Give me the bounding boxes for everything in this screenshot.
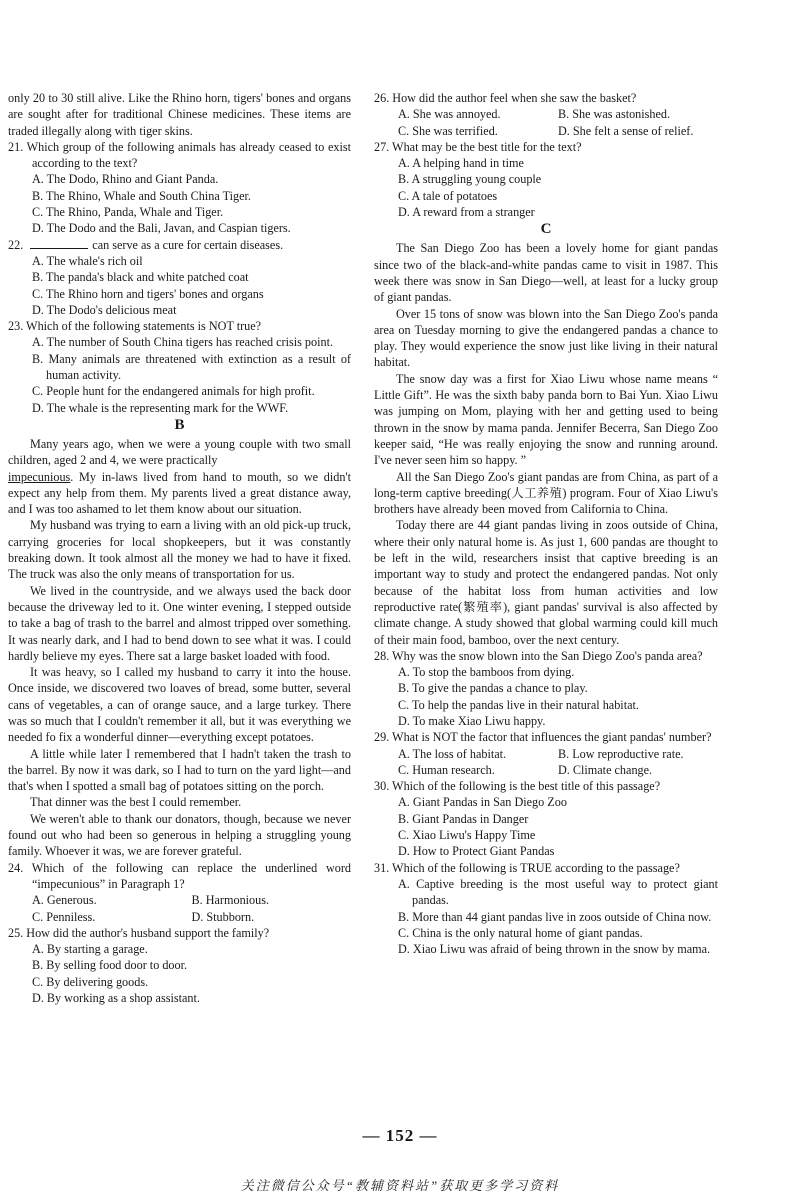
option-c: C. A tale of potatoes	[398, 188, 498, 203]
passage-c-paragraph-2: Over 15 tons of snow was blown into the San Diego Zoo's panda area on Tuesday morning to give the endangered pandas a chance to play. They would experience the snow just like living in their natural habitat.	[374, 306, 718, 370]
section-heading-b: B	[174, 416, 185, 433]
passage-b-paragraph-4: It was heavy, so I called my husband to carry it into the house. Once inside, we discovered two loaves of bread, some butter, several cans of vegetables, a can of orange sauce, and a large turkey. There was so much that I couldn't remember it all, but it was everything we needed fo fix a wonderful dinner—everything except potatoes.	[8, 665, 351, 745]
passage-b-paragraph-5: A little while later I remembered that I hadn't taken the trash to the barrel. By now it was dark, so I had to turn on the yard light—and that's when I spotted a small bag of potatoes sitting on the porch.	[8, 746, 351, 794]
question-stem-rest: can serve as a cure for certain diseases.	[92, 237, 284, 252]
option-d: D. The Dodo and the Bali, Javan, and Caspian tigers.	[32, 221, 291, 236]
page-number: — 152 —	[362, 1126, 438, 1145]
option-d: D. Climate change.	[558, 762, 653, 777]
question-stem: 26. How did the author feel when she saw the basket?	[374, 91, 637, 105]
option-a: A. She was annoyed.	[398, 107, 501, 122]
option-c: C. Xiao Liwu's Happy Time	[398, 828, 536, 843]
paragraph-text: . My in-laws lived from hand to mouth, so we didn't expect any help from them. My parents lived a great distance away, and I was too ashamed to let them know about our situation.	[8, 469, 351, 517]
question-stem: 24. Which of the following can replace the underlined word “impecunious” in Paragraph 1?	[8, 860, 351, 891]
option-c: C. By delivering goods.	[32, 974, 149, 989]
option-c: C. The Rhino, Panda, Whale and Tiger.	[32, 205, 224, 220]
question-29	[374, 729, 718, 778]
question-stem: 21. Which group of the following animals has already ceased to exist according to the text?	[8, 139, 351, 171]
passage-b-paragraph-3: We lived in the countryside, and we always used the back door because the driveway led to it. One winter evening, I stepped outside to take a bag of trash to the barrel and almost tripped over something. It was nearly dark, and I had to bend down to see what it was. I could hardly believe my eyes. There sat a large basket loaded with food.	[8, 583, 351, 663]
paragraph-text: Many years ago, when we were a young couple with two small children, aged 2 and 4, we were practically	[8, 436, 351, 468]
option-b: B. The panda's black and white patched coat	[32, 270, 249, 285]
question-stem: 28. Why was the snow blown into the San Diego Zoo's panda area?	[374, 648, 703, 663]
passage-c-paragraph-1: The San Diego Zoo has been a lovely home for giant pandas since two of the black-and-white pandas came to visit in 1987. This week there was snow in San Diego—well, at least for a lucky group of giant pandas.	[374, 241, 718, 305]
option-b: B. A struggling young couple	[398, 172, 542, 187]
option-d: D. How to Protect Giant Pandas	[398, 844, 555, 859]
section-heading-c: C	[540, 221, 552, 238]
footer-note: 关注微信公众号“教辅资料站”获取更多学习资料	[240, 1178, 560, 1193]
option-b: B. Harmonious.	[191, 893, 270, 908]
question-25	[8, 925, 351, 1006]
option-a: A. The loss of habitat.	[398, 746, 507, 761]
passage-a-tail: only 20 to 30 still alive. Like the Rhino horn, tigers' bones and organs are sought after for traditional Chinese medicines. These items are traded illegally along with tiger skins.	[8, 91, 351, 138]
option-c: C. People hunt for the endangered animals for high profit.	[32, 384, 315, 399]
question-stem: 25. How did the author's husband support the family?	[8, 925, 270, 940]
passage-b-paragraph-6: That dinner was the best I could remember.	[30, 795, 242, 810]
option-b: B. To give the pandas a chance to play.	[398, 681, 588, 696]
option-b: B. Low reproductive rate.	[558, 746, 684, 761]
option-c: C. Penniless.	[32, 909, 96, 924]
answer-blank	[30, 248, 88, 249]
option-c: C. Human research.	[398, 762, 495, 777]
option-d: D. Xiao Liwu was afraid of being thrown in the snow by mama.	[398, 942, 711, 957]
option-a: A. Captive breeding is the most useful way to protect giant pandas.	[398, 876, 718, 908]
option-a: A. The whale's rich oil	[32, 253, 143, 268]
question-26	[374, 90, 718, 139]
option-d: D. A reward from a stranger	[398, 205, 535, 220]
option-d: D. By working as a shop assistant.	[32, 991, 200, 1006]
question-stem: 30. Which of the following is the best title of this passage?	[374, 779, 661, 794]
option-c: C. She was terrified.	[398, 123, 498, 138]
option-a: A. By starting a garage.	[32, 942, 148, 957]
option-a: A. A helping hand in time	[398, 156, 524, 171]
left-column	[8, 90, 351, 1006]
option-b: B. Many animals are threatened with extinction as a result of human activity.	[32, 351, 351, 383]
passage-b-paragraph-2: My husband was trying to earn a living with an old pick-up truck, carrying groceries for local shopkeepers, but it was constantly breaking down. It took almost all the money we had to have it fixed. The truck was also the only means of transportation for us.	[8, 518, 351, 582]
underlined-word: impecunious	[8, 469, 71, 484]
passage-c-paragraph-3: The snow day was a first for Xiao Liwu whose name means “ Little Gift”. He was the sixth baby panda born to Bai Yun. Xiao Liwu was jumping on Mom, playing with her and getting used to being thrown in the snow by mama panda. Jennifer Becerra, San Diego Zoo keeper said, “He was really enjoying the snow and running around. I've never seen him so happy. ”	[374, 371, 718, 468]
question-stem: 27. What may be the best title for the text?	[374, 139, 582, 154]
question-30	[374, 778, 718, 859]
question-stem: 23. Which of the following statements is NOT true?	[8, 319, 262, 334]
passage-c-paragraph-5: Today there are 44 giant pandas living in zoos outside of China, where their only natural home is. As just 1, 600 pandas are thought to be left in the wild, researchers insist that captive breeding is an important way to study and protect the endangered pandas. Not only because of the habitat loss from human activities and low reproductive rate(繁殖率), giant pandas' survival is also affected by climate change. A study showed that global warming could kill much of their main food, bamboo, over the next century.	[374, 518, 718, 647]
question-stem: 31. Which of the following is TRUE according to the passage?	[374, 860, 680, 875]
option-row	[374, 123, 718, 139]
option-a: A. The number of South China tigers has reached crisis point.	[32, 335, 334, 350]
question-22	[8, 237, 351, 318]
option-row	[374, 106, 718, 122]
question-24	[8, 860, 351, 925]
option-row	[8, 909, 351, 925]
option-c: C. China is the only natural home of giant pandas.	[398, 925, 643, 940]
option-d: D. The whale is the representing mark for the WWF.	[32, 400, 289, 415]
option-row	[374, 746, 718, 762]
option-row	[374, 762, 718, 778]
option-a: A. Giant Pandas in San Diego Zoo	[398, 795, 567, 810]
passage-c-paragraph-4: All the San Diego Zoo's giant pandas are from China, as part of a long-term captive breeding(人工养殖) program. Four of Xiao Liwu's brothers have already been moved from California to China.	[374, 469, 718, 517]
option-d: D. The Dodo's delicious meat	[32, 302, 177, 317]
option-a: A. The Dodo, Rhino and Giant Panda.	[32, 172, 219, 187]
question-23	[8, 318, 351, 416]
option-d: D. Stubborn.	[191, 909, 255, 924]
option-b: B. Giant Pandas in Danger	[398, 811, 529, 826]
right-column	[374, 90, 718, 957]
option-b: B. More than 44 giant pandas live in zoos outside of China now.	[398, 909, 712, 924]
option-a: A. To stop the bamboos from dying.	[398, 665, 575, 680]
option-b: B. The Rhino, Whale and South China Tiger.	[32, 188, 251, 203]
option-d: D. To make Xiao Liwu happy.	[398, 713, 546, 728]
option-b: B. By selling food door to door.	[32, 958, 188, 973]
question-stem	[8, 237, 351, 253]
option-row	[8, 892, 351, 908]
option-a: A. Generous.	[32, 893, 97, 908]
question-31	[374, 860, 718, 958]
question-21	[8, 139, 351, 237]
question-28	[374, 648, 718, 729]
passage-b-paragraph-1	[8, 436, 351, 517]
passage-b-paragraph-7: We weren't able to thank our donators, though, because we never found out who had been so generous in helping a struggling young family. Whoever it was, we are forever grateful.	[8, 811, 351, 859]
question-27	[374, 139, 718, 220]
question-number: 22.	[8, 237, 24, 252]
option-d: D. She felt a sense of relief.	[558, 123, 694, 138]
option-c: C. The Rhino horn and tigers' bones and organs	[32, 286, 264, 301]
question-stem: 29. What is NOT the factor that influences the giant pandas' number?	[374, 730, 712, 745]
option-b: B. She was astonished.	[558, 107, 671, 122]
option-c: C. To help the pandas live in their natural habitat.	[398, 697, 639, 712]
